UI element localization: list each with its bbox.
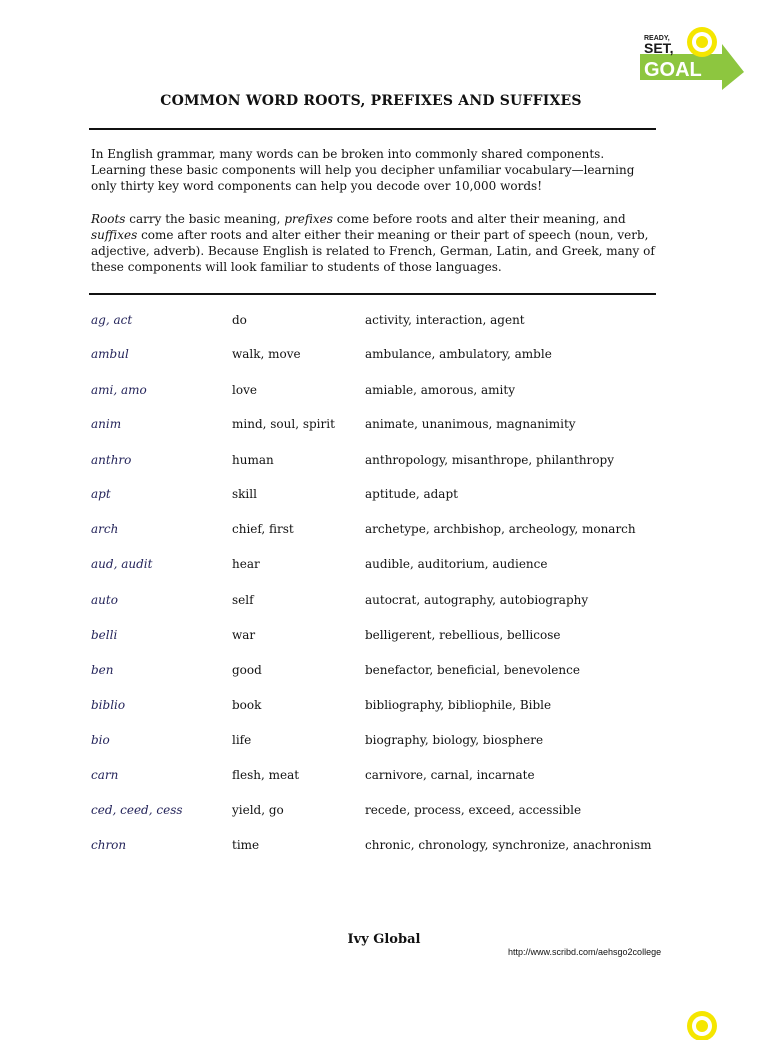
- root-cell: ag, act: [91, 313, 133, 327]
- next-page-logo-graphic: [640, 1010, 746, 1040]
- table-row: [0, 557, 768, 577]
- examples-cell: activity, interaction, agent: [365, 313, 525, 327]
- examples-cell: belligerent, rebellious, bellicose: [365, 628, 561, 642]
- table-row: [0, 417, 768, 437]
- table-row: [0, 313, 768, 333]
- meaning-cell: do: [232, 313, 247, 327]
- examples-cell: audible, auditorium, audience: [365, 557, 548, 571]
- examples-cell: autocrat, autography, autobiography: [365, 593, 589, 607]
- root-cell: ami, amo: [91, 383, 147, 397]
- examples-cell: aptitude, adapt: [365, 487, 458, 501]
- examples-cell: archetype, archbishop, archeology, monarch: [365, 522, 636, 536]
- divider-top: [89, 128, 656, 130]
- logo-text-set: SET,: [644, 40, 674, 56]
- meaning-cell: war: [232, 628, 256, 642]
- examples-cell: recede, process, exceed, accessible: [365, 803, 582, 817]
- meaning-cell: life: [232, 733, 252, 747]
- ready-set-goal-logo: [640, 26, 746, 94]
- root-cell: auto: [91, 593, 118, 607]
- examples-cell: anthropology, misanthrope, philanthropy: [365, 453, 614, 467]
- intro-text-b: come before roots and alter their meaning, and: [332, 212, 626, 226]
- footer-url-link[interactable]: http://www.scribd.com/aehsgo2college: [508, 947, 662, 957]
- meaning-cell: good: [232, 663, 262, 677]
- root-cell: ben: [91, 663, 114, 677]
- logo-text-ready: READY,: [644, 35, 670, 42]
- root-cell: ambul: [91, 347, 129, 361]
- table-row: [0, 347, 768, 367]
- examples-cell: amiable, amorous, amity: [365, 383, 515, 397]
- table-row: [0, 698, 768, 718]
- examples-cell: animate, unanimous, magnanimity: [365, 417, 576, 431]
- root-cell: bio: [91, 733, 110, 747]
- root-cell: anim: [91, 417, 122, 431]
- table-row: [0, 487, 768, 507]
- examples-cell: benefactor, beneficial, benevolence: [365, 663, 580, 677]
- root-cell: carn: [91, 768, 119, 782]
- term-suffixes: suffixes: [91, 228, 138, 242]
- root-cell: ced, ceed, cess: [91, 803, 183, 817]
- meaning-cell: skill: [232, 487, 257, 501]
- table-row: [0, 663, 768, 683]
- table-row: [0, 733, 768, 753]
- term-prefixes: prefixes: [284, 212, 333, 226]
- meaning-cell: chief, first: [232, 522, 294, 536]
- footer-brand: Ivy Global: [347, 932, 421, 947]
- root-cell: belli: [91, 628, 118, 642]
- root-cell: arch: [91, 522, 119, 536]
- table-row: [0, 768, 768, 788]
- table-row: [0, 838, 768, 858]
- meaning-cell: self: [232, 593, 254, 607]
- meaning-cell: time: [232, 838, 260, 852]
- root-cell: chron: [91, 838, 127, 852]
- intro-paragraph-1: In English grammar, many words can be broken into commonly shared components. Learning these basic components will help you decipher unfamiliar vocabulary—learning only thirty key word components can help you decode over 10,000 words!: [91, 147, 635, 193]
- table-row: [0, 593, 768, 613]
- meaning-cell: book: [232, 698, 262, 712]
- meaning-cell: walk, move: [232, 347, 301, 361]
- table-row: [0, 628, 768, 648]
- examples-cell: bibliography, bibliophile, Bible: [365, 698, 552, 712]
- examples-cell: chronic, chronology, synchronize, anachronism: [365, 838, 652, 852]
- meaning-cell: love: [232, 383, 257, 397]
- table-row: [0, 383, 768, 403]
- intro-text-a: carry the basic meaning,: [125, 212, 285, 226]
- logo-graphic: [640, 26, 746, 94]
- root-cell: anthro: [91, 453, 132, 467]
- page-title: COMMON WORD ROOTS, PREFIXES AND SUFFIXES: [160, 93, 582, 109]
- logo-text-goal: GOAL: [644, 59, 702, 81]
- meaning-cell: human: [232, 453, 274, 467]
- intro-paragraph-2: [91, 211, 656, 275]
- meaning-cell: yield, go: [232, 803, 284, 817]
- root-cell: apt: [91, 487, 111, 501]
- meaning-cell: mind, soul, spirit: [232, 417, 335, 431]
- examples-cell: ambulance, ambulatory, amble: [365, 347, 552, 361]
- table-row: [0, 522, 768, 542]
- table-row: [0, 453, 768, 473]
- root-cell: biblio: [91, 698, 126, 712]
- divider-table: [89, 293, 656, 295]
- meaning-cell: hear: [232, 557, 260, 571]
- next-page-logo-partial: [640, 1010, 746, 1040]
- examples-cell: carnivore, carnal, incarnate: [365, 768, 535, 782]
- intro-text-c: come after roots and alter either their meaning or their part of speech (noun, verb, adjective, adverb). Because English is related to French, German, Latin, and Greek, many of these components will look familiar to students of those languages.: [91, 228, 655, 274]
- root-cell: aud, audit: [91, 557, 153, 571]
- term-roots: Roots: [91, 212, 126, 226]
- examples-cell: biography, biology, biosphere: [365, 733, 544, 747]
- table-row: [0, 803, 768, 823]
- meaning-cell: flesh, meat: [232, 768, 300, 782]
